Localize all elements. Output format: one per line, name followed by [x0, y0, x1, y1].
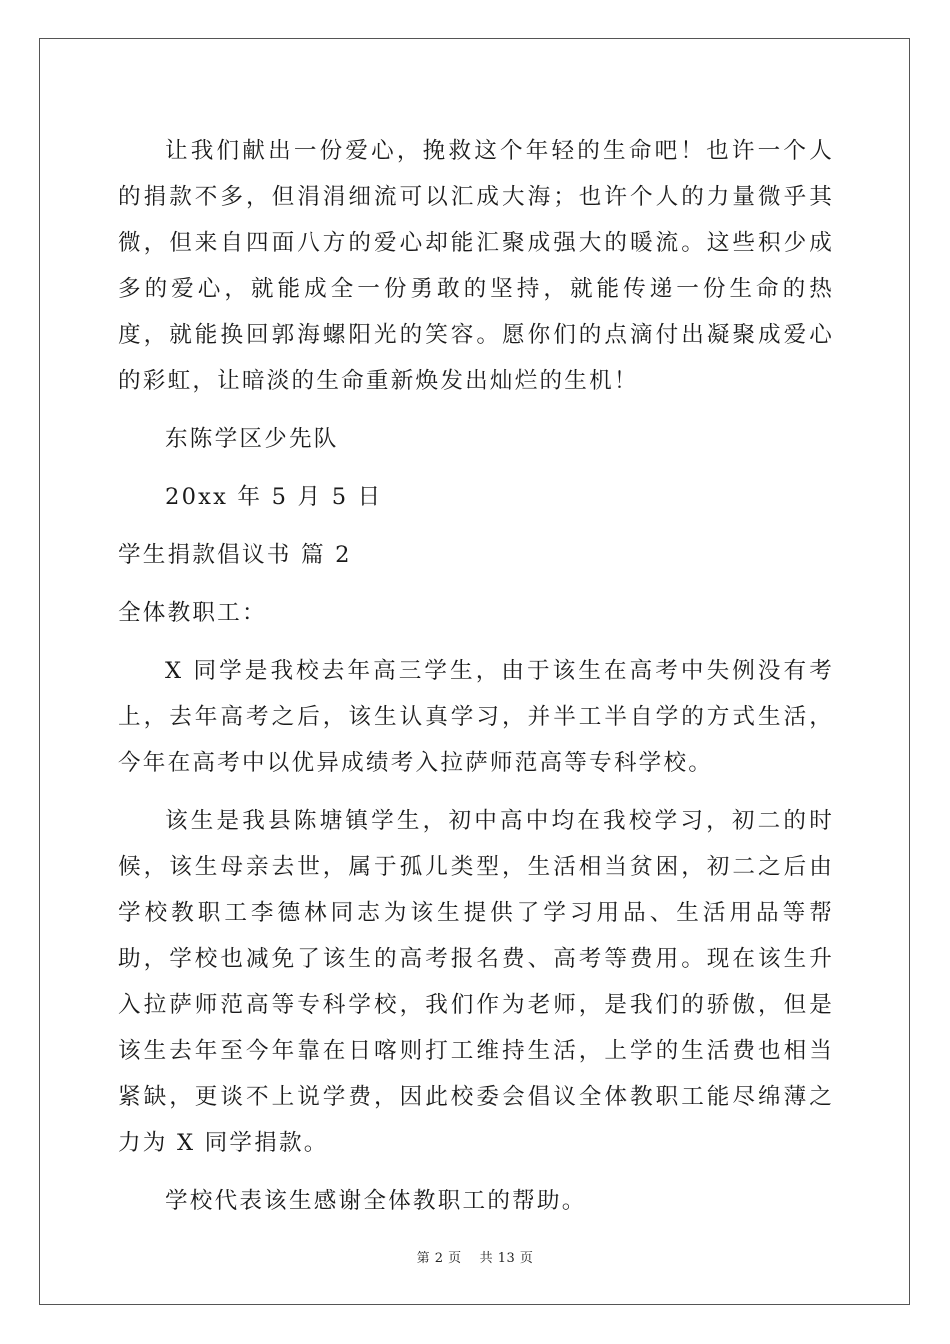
document-body [118, 128, 834, 1224]
section-title: 学生捐款倡议书 篇 2 [118, 542, 352, 568]
signature-date: 20xx 年 5 月 5 日 [165, 484, 383, 510]
signature-organization: 东陈学区少先队 [165, 426, 339, 452]
paragraph-thanks: 学校代表该生感谢全体教职工的帮助。 [165, 1188, 587, 1214]
paragraph-student-situation: 该生是我县陈塘镇学生，初中高中均在我校学习，初二的时候，该生母亲去世，属于孤儿类型，生活相当贫困，初二之后由学校教职工李德林同志为该生提供了学习用品、生活用品等帮助，学校也减免了该生的高考报名费、高考等费用。现在该生升入拉萨师范高等专科学校，我们作为老师，是我们的骄傲，但是该生去年至今年靠在日喀则打工维持生活，上学的生活费也相当紧缺，更谈不上说学费，因此校委会倡议全体教职工能尽绵薄之力为 X 同学捐款。 [118, 808, 834, 1156]
page-footer [0, 1247, 950, 1266]
page-total: 共 13 页 [479, 1251, 534, 1266]
page-number: 第 2 页 [416, 1251, 462, 1266]
paragraph-appeal: 让我们献出一份爱心，挽救这个年轻的生命吧！也许一个人的捐款不多，但涓涓细流可以汇成大海；也许个人的力量微乎其微，但来自四面八方的爱心却能汇聚成强大的暖流。这些积少成多的爱心，就能成全一份勇敢的坚持，就能传递一份生命的热度，就能换回郭海螺阳光的笑容。愿你们的点滴付出凝聚成爱心的彩虹，让暗淡的生命重新焕发出灿烂的生机！ [118, 138, 834, 394]
salutation: 全体教职工： [118, 600, 267, 626]
paragraph-student-intro: X 同学是我校去年高三学生，由于该生在高考中失例没有考上，去年高考之后，该生认真学习，并半工半自学的方式生活，今年在高考中以优异成绩考入拉萨师范高等专科学校。 [118, 658, 834, 776]
